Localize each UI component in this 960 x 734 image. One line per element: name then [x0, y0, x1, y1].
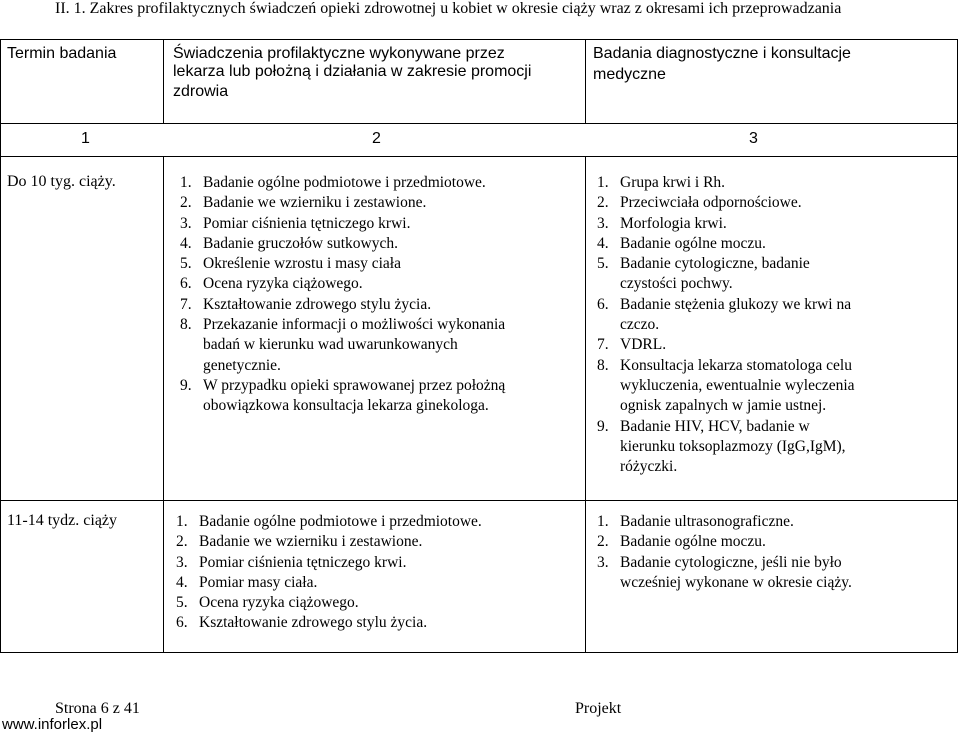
list-item-text: genetycznie. [203, 356, 281, 374]
list-item [597, 254, 952, 295]
list-item-text: Pomiar ciśnienia tętniczego krwi. [199, 553, 407, 571]
document-title: II. 1. Zakres profilaktycznych świadczeń opieki zdrowotnej u kobiet w okresie ciąży wraz z okresami ich przeprowadzania [55, 0, 842, 17]
list-item-text: Badanie we wzierniku i zestawione. [199, 533, 423, 551]
list-item-number: 1. [597, 174, 609, 191]
list-item-text: Przeciwciała odpornościowe. [620, 194, 802, 212]
list-item [180, 315, 580, 376]
header-diagnostics [593, 43, 851, 85]
list-item-text: Przekazanie informacji o możliwości wykonania [203, 316, 506, 334]
grid-line [1, 156, 957, 157]
list-item-number: 7. [597, 336, 609, 354]
list-item-number: 2. [176, 533, 188, 551]
header-services-line: Świadczenia profilaktyczne wykonywane przez [173, 45, 505, 62]
list-item-number: 3. [597, 553, 609, 571]
grid-line [585, 40, 586, 123]
list-item-text: wykluczenia, ewentualnie wyleczenia [620, 376, 855, 394]
list-item [176, 532, 576, 552]
list-item [597, 214, 952, 234]
list-item-text: Konsultacja lekarza stomatologa celu [620, 356, 852, 374]
list-item-text: ognisk zapalnych w jamie ustnej. [620, 397, 827, 415]
list-item-number: 3. [176, 553, 188, 571]
list-item [180, 214, 580, 234]
grid-line [1, 123, 957, 124]
list-item-text: Ocena ryzyka ciążowego. [203, 275, 363, 293]
list-item-text: Badanie we wzierniku i zestawione. [203, 194, 427, 212]
list-item-number: 9. [597, 417, 609, 435]
grid-line [163, 156, 164, 652]
list-item-text: Pomiar masy ciała. [199, 573, 318, 591]
list-item-number: 6. [180, 275, 192, 293]
column-number-3: 3 [749, 130, 758, 147]
list-item-number: 4. [176, 573, 188, 591]
list-item-text: badań w kierunku wad uwarunkowanych [203, 336, 458, 354]
list-item-text: Badanie ogólne moczu. [620, 234, 766, 252]
list-item [180, 193, 580, 213]
page-number: Strona 6 z 41 [55, 700, 140, 717]
list-item [180, 274, 580, 294]
grid-line [585, 156, 586, 652]
site-url: www.inforlex.pl [2, 716, 103, 733]
list-item [176, 512, 576, 532]
list-item-number: 3. [180, 214, 192, 232]
list-item-text: czystości pochwy. [620, 275, 733, 293]
header-term: Termin badania [7, 45, 117, 62]
header-diagnostics-line: medyczne [593, 66, 666, 83]
list-item [180, 254, 580, 274]
list-item [176, 613, 576, 633]
list-item-text: Badanie stężenia glukozy we krwi na [620, 295, 852, 313]
prevention-table [0, 39, 958, 653]
list-item [597, 532, 952, 552]
list-item [176, 553, 576, 573]
list-item-text: Ocena ryzyka ciążowego. [199, 594, 359, 612]
list-item-text: Badanie ultrasonograficzne. [620, 513, 794, 530]
list-item-text: Morfologia krwi. [620, 214, 727, 232]
list-item-number: 2. [597, 533, 609, 551]
list-item-number: 2. [597, 194, 609, 212]
list-item-number: 9. [180, 376, 192, 394]
list-item [597, 512, 952, 532]
list-item [597, 553, 952, 594]
list-item [176, 573, 576, 593]
list-item-number: 3. [597, 214, 609, 232]
list-item-text: Kształtowanie zdrowego stylu życia. [199, 614, 428, 632]
list-item-text: Określenie wzrostu i masy ciała [203, 255, 401, 273]
grid-line [163, 40, 164, 123]
row-term: Do 10 tyg. ciąży. [7, 173, 116, 190]
list-item-number: 8. [597, 356, 609, 374]
list-item-number: 5. [176, 594, 188, 612]
list-item-text: kierunku toksoplazmozy (IgG,IgM), [620, 437, 846, 455]
list-item [597, 295, 952, 336]
list-item-number: 4. [597, 234, 609, 252]
list-item-number: 1. [180, 174, 192, 191]
list-item-text: Badanie HIV, HCV, badanie w [620, 417, 810, 435]
list-item-number: 1. [176, 513, 188, 530]
list-item-text: czczo. [620, 316, 660, 334]
list-item-text: Badanie ogólne podmiotowe i przedmiotowe. [199, 513, 482, 530]
list-item-text: Grupa krwi i Rh. [620, 174, 726, 191]
list-item-text: Badanie cytologiczne, jeśli nie było [620, 553, 842, 571]
list-item [597, 356, 952, 417]
list-item-number: 1. [597, 513, 609, 530]
list-item [597, 417, 952, 478]
list-item-number: 2. [180, 194, 192, 212]
list-item [597, 335, 952, 355]
list-item-number: 6. [176, 614, 188, 632]
column-number-2: 2 [372, 130, 381, 147]
list-item-text: obowiązkowa konsultacja lekarza ginekologa. [203, 397, 489, 415]
row-term: 11-14 tydz. ciąży [7, 512, 118, 529]
grid-line [1, 500, 957, 501]
list-item-text: Badanie ogólne podmiotowe i przedmiotowe. [203, 174, 486, 191]
list-item-text: Badanie ogólne moczu. [620, 533, 766, 551]
list-item-text: Badanie gruczołów sutkowych. [203, 234, 398, 252]
list-item-text: W przypadku opieki sprawowanej przez położną [203, 376, 506, 394]
header-services [173, 43, 531, 102]
list-item-number: 5. [180, 255, 192, 273]
list-item [180, 295, 580, 315]
list-item-number: 5. [597, 255, 609, 273]
list-item [180, 376, 580, 417]
list-item [180, 234, 580, 254]
document-status: Projekt [575, 700, 622, 717]
list-item [597, 173, 952, 193]
list-item-text: Badanie cytologiczne, badanie [620, 255, 810, 273]
list-item-text: wcześniej wykonane w okresie ciąży. [620, 573, 852, 591]
header-services-line: zdrowia [173, 83, 229, 100]
list-item-text: VDRL. [620, 336, 667, 354]
services-list [176, 512, 576, 634]
column-number-1: 1 [81, 130, 90, 147]
services-list [180, 173, 580, 417]
list-item-text: Pomiar ciśnienia tętniczego krwi. [203, 214, 411, 232]
list-item [597, 193, 952, 213]
header-services-line: lekarza lub położną i działania w zakresie promocji [173, 63, 532, 80]
list-item [176, 593, 576, 613]
list-item-text: Kształtowanie zdrowego stylu życia. [203, 295, 432, 313]
list-item-text: różyczki. [620, 458, 678, 476]
list-item-number: 8. [180, 316, 192, 334]
diagnostics-list [597, 173, 952, 477]
list-item-number: 4. [180, 234, 192, 252]
list-item-number: 7. [180, 295, 192, 313]
list-item-number: 6. [597, 295, 609, 313]
diagnostics-list [597, 512, 952, 593]
header-diagnostics-line: Badania diagnostyczne i konsultacje [593, 45, 851, 62]
list-item [180, 173, 580, 193]
list-item [597, 234, 952, 254]
